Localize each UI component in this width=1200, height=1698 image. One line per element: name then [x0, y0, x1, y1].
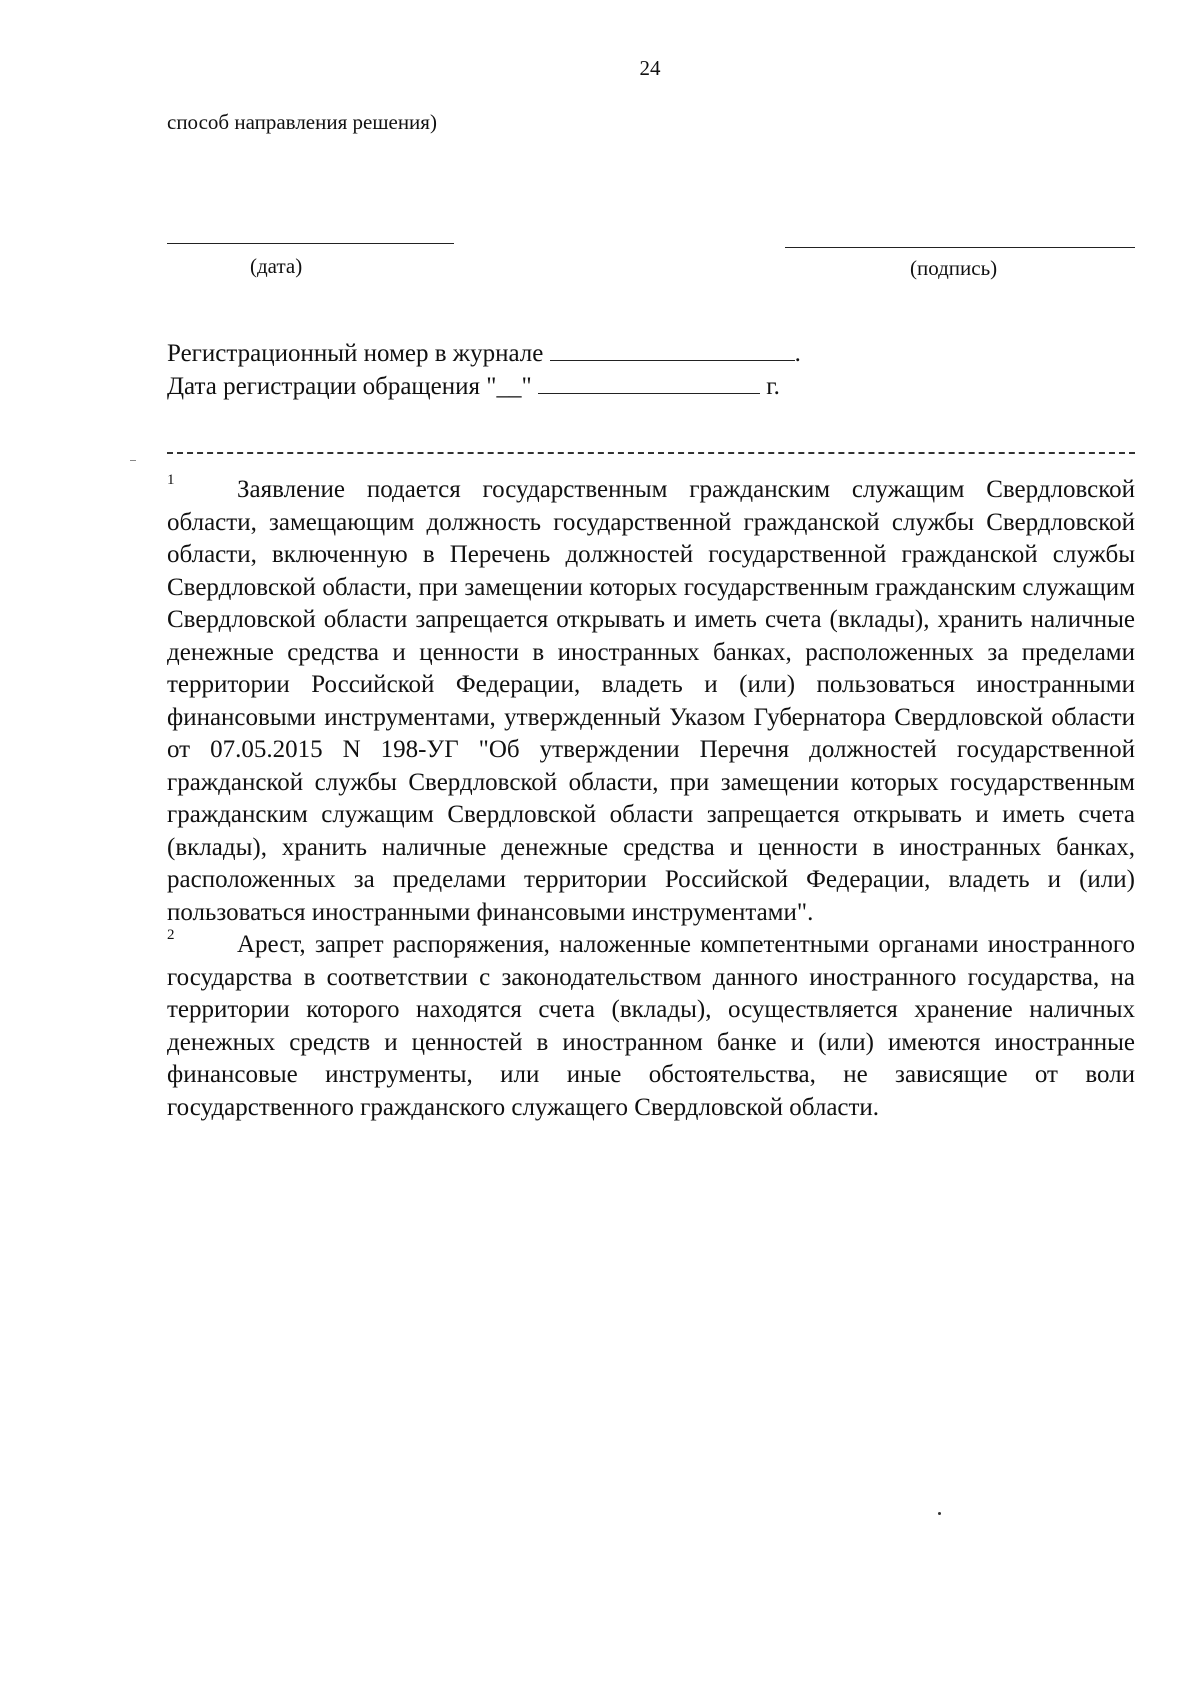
footnote-2-mark: 2 — [167, 927, 175, 943]
journal-end: . — [794, 340, 801, 367]
footnote-separator — [167, 452, 1135, 454]
page-number: 24 — [639, 56, 661, 80]
footnote-1-text: Заявление подается государственным гражданским служащим Свердловской области, замещающим должность государственной гражданской службы Свердловской области, включенную в Перечень должностей государственной гражданской службы Свердловской области, при замещении которых государственным гражданским служащим Свердловской области запрещается открывать и иметь счета (вклады), хранить наличные денежные средства и ценности в иностранных банках, расположенных за пределами территории Российской Федерации, владеть и (или) пользоваться иностранными финансовыми инструментами, утвержденный Указом Губернатора Свердловской области от 07.05.2015 N 198-УГ "Об утверждении Перечня должностей государственной гражданской службы Свердловской области, при замещении которых государственным гражданским служащим Свердловской области запрещается открывать и иметь счета (вклады), хранить наличные денежные средства и ценности в иностранных банках, расположенных за пределами территории Российской Федерации, владеть и (или) пользоваться иностранными финансовыми инструментами". — [167, 476, 1135, 926]
scan-speck — [938, 1512, 941, 1515]
date-line — [167, 243, 454, 244]
date-caption: (дата) — [250, 254, 303, 278]
journal-number-blank — [550, 340, 795, 361]
year-suffix: г. — [759, 373, 780, 400]
footnotes — [167, 474, 1135, 1124]
footnote-2 — [167, 929, 1135, 1124]
footnote-2-text: Арест, запрет распоряжения, наложенные компетентными органами иностранного государства в соответствии с законодательством данного иностранного государства, на территории которого находятся счета (вклады), осуществляется хранение наличных денежных средств и ценностей в иностранном банке и (или) имеются иностранные финансовые инструменты, или иные обстоятельства, не зависящие от воли государственного гражданского служащего Свердловской области. — [167, 931, 1135, 1121]
footnote-1-mark: 1 — [167, 472, 175, 488]
journal-registration-number-row — [167, 340, 801, 368]
signature-line — [785, 247, 1135, 248]
method-of-decision-delivery-tail: способ направления решения) — [167, 110, 437, 134]
registration-date-row — [167, 373, 780, 401]
registration-date-label: Дата регистрации обращения "__" — [167, 373, 538, 400]
signature-caption: (подпись) — [910, 256, 998, 280]
journal-label: Регистрационный номер в журнале — [167, 340, 550, 367]
scan-edge-mark — [130, 460, 136, 461]
footnote-1 — [167, 474, 1135, 929]
registration-date-blank — [538, 373, 760, 394]
